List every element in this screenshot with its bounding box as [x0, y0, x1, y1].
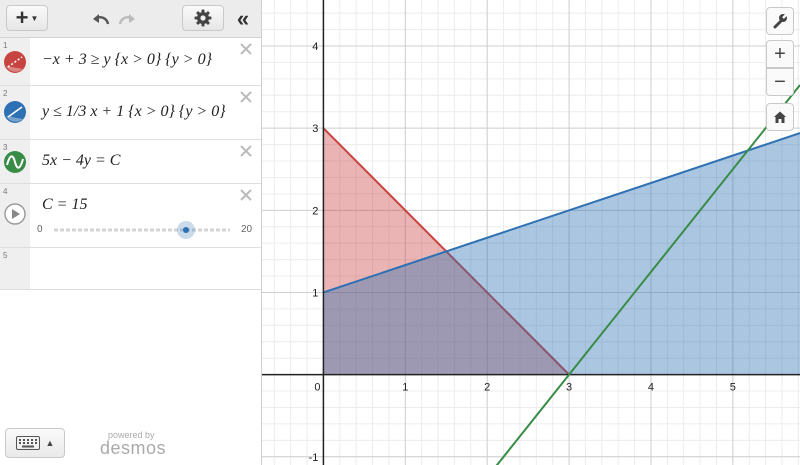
plus-icon: + [15, 5, 29, 30]
slider-handle[interactable] [183, 227, 189, 233]
redo-icon [117, 12, 137, 26]
y-tick-label: 4 [312, 41, 319, 54]
settings-button[interactable] [182, 5, 224, 31]
expression-formula[interactable]: y ≤ 1/3 x + 1 {x > 0} {y > 0} [42, 103, 226, 120]
expression-formula[interactable]: 5x − 4y = C [42, 152, 121, 169]
expression-index-tab [0, 184, 30, 247]
home-icon [773, 110, 787, 124]
inequality-color-icon[interactable] [3, 100, 27, 124]
x-tick-label: 4 [647, 381, 655, 394]
curve-color-icon[interactable] [3, 150, 27, 174]
y-tick-label: 2 [312, 205, 319, 218]
x-tick-label: 3 [566, 381, 573, 394]
delete-expression-icon[interactable] [239, 90, 253, 104]
expression-row-4[interactable] [0, 184, 261, 248]
redo-button[interactable] [116, 8, 138, 30]
y-tick-label: 1 [312, 287, 319, 300]
wrench-icon [772, 13, 788, 29]
x-tick-label: 2 [484, 381, 491, 394]
expression-number: 5 [3, 251, 8, 260]
expression-index-tab [0, 86, 30, 139]
expression-index-tab [0, 248, 30, 289]
expression-row-5[interactable] [0, 248, 261, 290]
graph-settings-button[interactable] [766, 7, 794, 35]
chevron-down-icon: ▼ [30, 13, 39, 23]
powered-by-label: powered by [108, 430, 155, 440]
play-icon[interactable] [3, 202, 27, 226]
x-tick-label: 1 [402, 381, 409, 394]
slider[interactable] [50, 220, 234, 240]
delete-expression-icon[interactable] [239, 188, 253, 202]
slider-max-label: 20 [241, 224, 253, 235]
expression-toolbar [0, 0, 261, 38]
desmos-logo[interactable]: desmos [100, 438, 167, 458]
expression-index-tab [0, 38, 30, 85]
gear-icon [194, 9, 212, 27]
zoom-in-button[interactable]: + [766, 40, 794, 68]
default-viewport-button[interactable] [766, 103, 794, 131]
expression-number: 2 [3, 89, 8, 98]
expression-row-2[interactable] [0, 86, 261, 140]
expression-number: 3 [3, 143, 8, 152]
expression-number: 1 [3, 41, 8, 50]
delete-expression-icon[interactable] [239, 144, 253, 158]
y-tick-label: -1 [308, 451, 319, 464]
undo-icon [91, 12, 111, 26]
undo-button[interactable] [90, 8, 112, 30]
caret-up-icon: ▲ [45, 438, 55, 448]
expression-panel [0, 0, 262, 465]
expression-formula[interactable]: C = 15 [42, 196, 88, 213]
x-tick-label: 0 [314, 381, 321, 394]
expression-number: 4 [3, 187, 8, 196]
keyboard-button[interactable] [5, 428, 65, 458]
expression-index-tab [0, 140, 30, 183]
collapse-panel-button[interactable]: « [236, 6, 250, 31]
delete-expression-icon[interactable] [239, 42, 253, 56]
keyboard-icon [16, 436, 40, 450]
slider-min-label: 0 [37, 224, 43, 235]
expression-row-1[interactable] [0, 38, 261, 86]
graph-canvas[interactable] [262, 0, 800, 465]
zoom-out-button[interactable]: − [766, 68, 794, 96]
y-tick-label: 3 [312, 123, 319, 136]
expression-row-3[interactable] [0, 140, 261, 184]
x-tick-label: 5 [729, 381, 736, 394]
expression-formula[interactable]: −x + 3 ≥ y {x > 0} {y > 0} [42, 51, 212, 68]
inequality-color-icon[interactable] [3, 50, 27, 74]
add-item-button[interactable] [6, 5, 48, 31]
